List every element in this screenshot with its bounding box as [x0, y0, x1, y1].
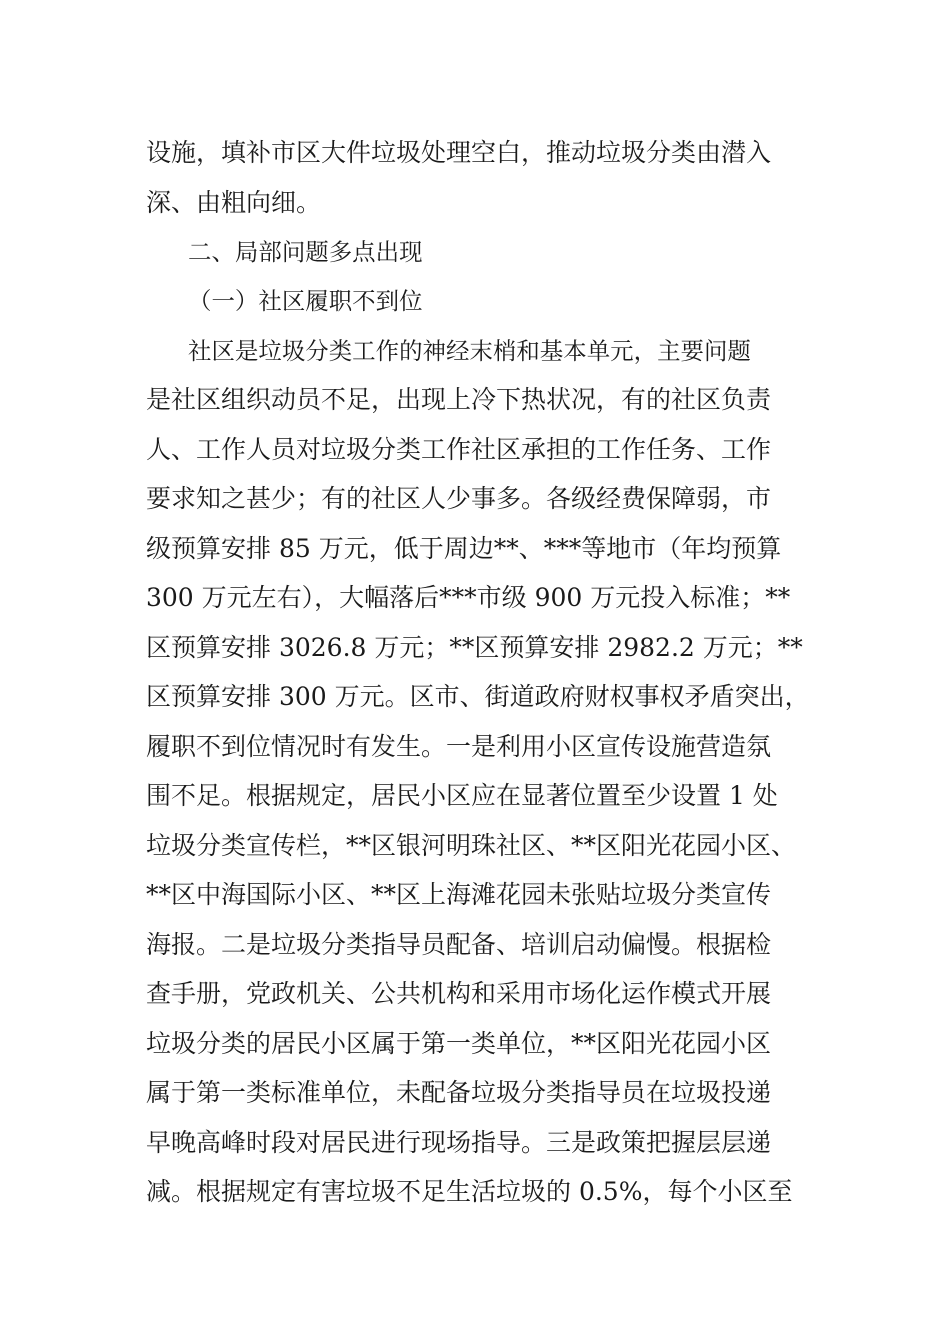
paragraph-line: 履职不到位情况时有发生。一是利用小区宣传设施营造氛 — [146, 732, 772, 761]
paragraph-line: 垃圾分类宣传栏，**区银河明珠社区、**区阳光花园小区、 — [146, 831, 797, 860]
section-heading: 二、局部问题多点出现 — [188, 238, 423, 266]
paragraph-line: 区预算安排 3026.8 万元；**区预算安排 2982.2 万元；** — [146, 633, 803, 662]
paragraph-line: 300 万元左右），大幅落后***市级 900 万元投入标准；** — [146, 583, 791, 612]
paragraph-line: 深、由粗向细。 — [146, 188, 322, 217]
paragraph-line: 围不足。根据规定，居民小区应在显著位置至少设置 1 处 — [146, 781, 778, 810]
paragraph-line: 级预算安排 85 万元，低于周边**、***等地市（年均预算 — [146, 534, 782, 563]
paragraph-line: 设施，填补市区大件垃圾处理空白，推动垃圾分类由潜入 — [146, 138, 772, 167]
paragraph-line: 早晚高峰时段对居民进行现场指导。三是政策把握层层递 — [146, 1128, 772, 1157]
paragraph-line: 社区是垃圾分类工作的神经末梢和基本单元，主要问题 — [188, 337, 751, 365]
paragraph-line: 是社区组织动员不足，出现上冷下热状况，有的社区负责 — [146, 385, 772, 414]
subsection-heading: （一）社区履职不到位 — [188, 287, 423, 315]
paragraph-line: 查手册，党政机关、公共机构和采用市场化运作模式开展 — [146, 979, 772, 1008]
paragraph-line: 海报。二是垃圾分类指导员配备、培训启动偏慢。根据检 — [146, 930, 772, 959]
paragraph-line: 要求知之甚少；有的社区人少事多。各级经费保障弱，市 — [146, 484, 772, 513]
paragraph-line: 区预算安排 300 万元。区市、街道政府财权事权矛盾突出， — [146, 682, 810, 711]
paragraph-line: 垃圾分类的居民小区属于第一类单位，**区阳光花园小区 — [146, 1029, 772, 1058]
paragraph-line: **区中海国际小区、**区上海滩花园未张贴垃圾分类宣传 — [146, 880, 772, 909]
paragraph-line: 减。根据规定有害垃圾不足生活垃圾的 0.5%，每个小区至 — [146, 1177, 793, 1206]
paragraph-line: 人、工作人员对垃圾分类工作社区承担的工作任务、工作 — [146, 435, 772, 464]
paragraph-line: 属于第一类标准单位，未配备垃圾分类指导员在垃圾投递 — [146, 1078, 772, 1107]
